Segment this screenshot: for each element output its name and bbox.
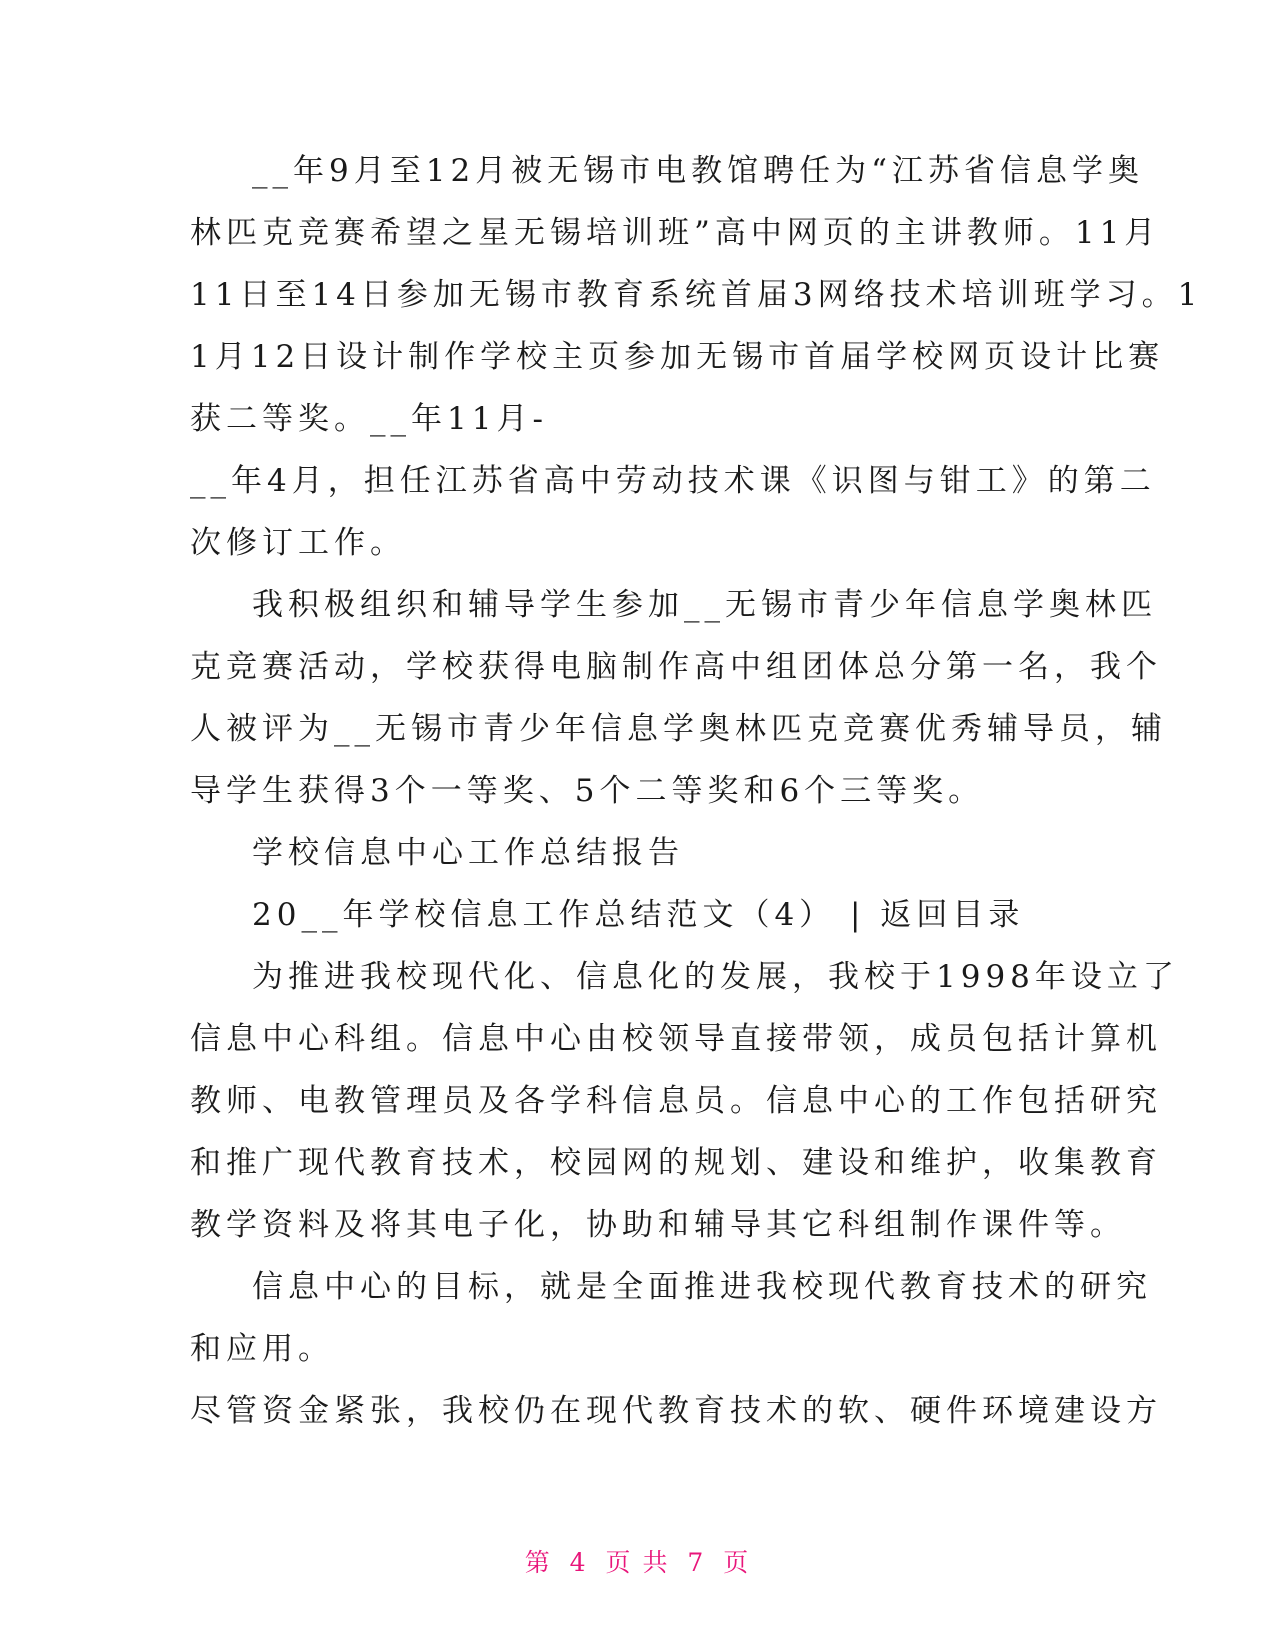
text-line: 信息中心的目标，就是全面推进我校现代教育技术的研究 (252, 1269, 1152, 1305)
text-line: 教师、电教管理员及各学科信息员。信息中心的工作包括研究 (190, 1083, 1162, 1119)
text-line: 11日至14日参加无锡市教育系统首届3网络技术培训班学习。1 (190, 277, 1203, 313)
text-line: 为推进我校现代化、信息化的发展，我校于1998年设立了 (252, 959, 1179, 995)
text-line: 尽管资金紧张，我校仍在现代教育技术的软、硬件环境建设方 (190, 1393, 1162, 1429)
section-subtitle-return-link[interactable]: 20__年学校信息工作总结范文（4） | 返回目录 (252, 897, 1025, 933)
text-line: 次修订工作。 (190, 525, 406, 561)
text-line: __年9月至12月被无锡市电教馆聘任为“江苏省信息学奥 (252, 153, 1145, 189)
footer-current-page: 4 (569, 1548, 588, 1577)
text-line: 教学资料及将其电子化，协助和辅导其它科组制作课件等。 (190, 1207, 1126, 1243)
text-line: 和应用。 (190, 1331, 334, 1367)
footer-label-end: 页 (723, 1548, 751, 1577)
footer-label-page: 第 (524, 1548, 552, 1577)
footer-total-pages: 7 (687, 1548, 706, 1577)
footer-label-of: 页 共 (605, 1548, 670, 1577)
section-heading: 学校信息中心工作总结报告 (252, 835, 684, 871)
text-line: 我积极组织和辅导学生参加__无锡市青少年信息学奥林匹 (252, 587, 1157, 623)
text-line: 导学生获得3个一等奖、5个二等奖和6个三等奖。 (190, 773, 985, 809)
text-line: 克竞赛活动，学校获得电脑制作高中组团体总分第一名，我个 (190, 649, 1162, 685)
text-line: 林匹克竞赛希望之星无锡培训班”高中网页的主讲教师。11月 (190, 215, 1161, 251)
text-line: 1月12日设计制作学校主页参加无锡市首届学校网页设计比赛 (190, 339, 1165, 375)
text-line: __年4月，担任江苏省高中劳动技术课《识图与钳工》的第二 (190, 463, 1156, 499)
text-line: 人被评为__无锡市青少年信息学奥林匹克竞赛优秀辅导员，辅 (190, 711, 1167, 747)
page-footer (0, 1543, 1275, 1579)
document-body (190, 140, 1203, 1442)
text-line: 和推广现代教育技术，校园网的规划、建设和维护，收集教育 (190, 1145, 1162, 1181)
text-line: 信息中心科组。信息中心由校领导直接带领，成员包括计算机 (190, 1021, 1162, 1057)
text-line: 获二等奖。__年11月- (190, 401, 548, 437)
